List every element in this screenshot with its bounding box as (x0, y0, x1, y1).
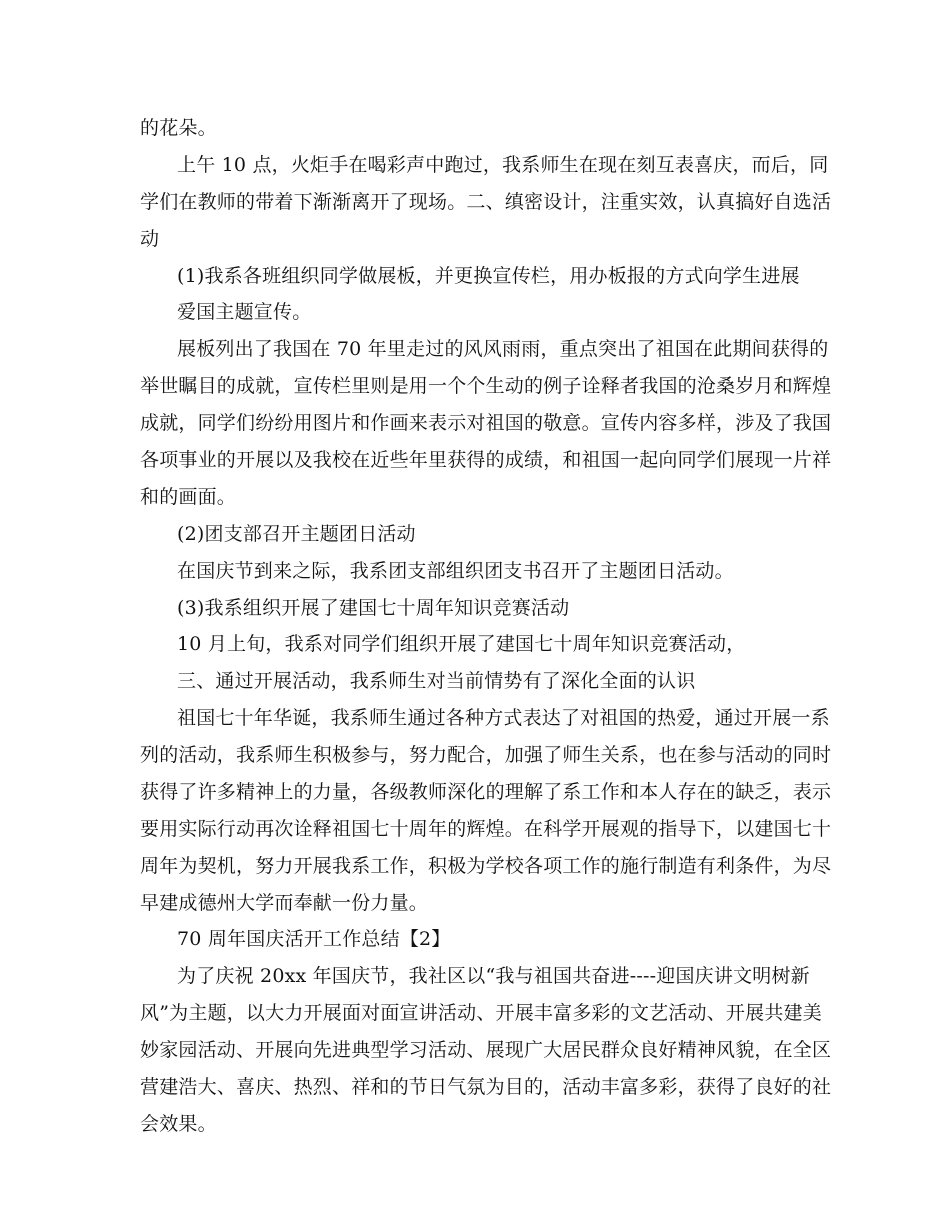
text-line: 获得了许多精神上的力量，各级教师深化的理解了系工作和本人存在的缺乏，表示 (140, 781, 832, 803)
text-line: 举世瞩目的成就，宣传栏里则是用一个个生动的例子诠释者我国的沧桑岁月和辉煌 (140, 375, 832, 397)
text-line: 周年为契机，努力开展我系工作，积极为学校各项工作的施行制造有利条件，为尽 (140, 855, 832, 877)
text-line: 列的活动，我系师生积极参与，努力配合，加强了师生关系，也在参与活动的同时 (140, 744, 832, 766)
text-line: 各项事业的开展以及我校在近些年里获得的成绩，和祖国一起向同学们展现一片祥 (140, 449, 832, 471)
text-line: 和的画面。 (140, 486, 237, 508)
text-line: 会效果。 (140, 1113, 217, 1135)
text-line: 的花朵。 (140, 117, 217, 139)
section-heading: 70 周年国庆活开工作总结【2】 (177, 928, 451, 950)
text-line: 三、通过开展活动，我系师生对当前情势有了深化全面的认识 (177, 670, 696, 692)
text-line: 10 月上旬，我系对同学们组织开展了建国七十周年知识竞赛活动， (177, 633, 746, 655)
text-line: (1)我系各班组织同学做展板，并更换宣传栏，用办板报的方式向学生进展 (177, 265, 800, 287)
text-line: 上午 10 点，火炬手在喝彩声中跑过，我系师生在现在刻互表喜庆，而后，同 (177, 154, 829, 176)
text-line: (2)团支部召开主题团日活动 (177, 523, 416, 545)
text-line: 营建浩大、喜庆、热烈、祥和的节日气氛为目的，活动丰富多彩，获得了良好的社 (140, 1076, 832, 1098)
text-line: 在国庆节到来之际，我系团支部组织团支书召开了主题团日活动。 (177, 560, 734, 582)
text-line: 早建成德州大学而奉献一份力量。 (140, 892, 429, 914)
text-line: 风”为主题，以大力开展面对面宣讲活动、开展丰富多彩的文艺活动、开展共建美 (140, 1002, 822, 1024)
text-line: 为了庆祝 20xx 年国庆节，我社区以“我与祖国共奋进----迎国庆讲文明树新 (177, 965, 810, 987)
text-line: (3)我系组织开展了建国七十周年知识竞赛活动 (177, 597, 570, 619)
text-line: 成就，同学们纷纷用图片和作画来表示对祖国的敬意。宣传内容多样，涉及了我国 (140, 412, 832, 434)
text-line: 祖国七十年华诞，我系师生通过各种方式表达了对祖国的热爱，通过开展一系 (177, 707, 830, 729)
text-line: 展板列出了我国在 70 年里走过的风风雨雨，重点突出了祖国在此期间获得的 (177, 338, 829, 360)
text-line: 妙家园活动、开展向先进典型学习活动、展现广大居民群众良好精神风貌，在全区 (140, 1039, 832, 1061)
text-line: 要用实际行动再次诠释祖国七十周年的辉煌。在科学开展观的指导下，以建国七十 (140, 818, 832, 840)
text-line: 爱国主题宣传。 (177, 301, 312, 323)
text-line: 学们在教师的带着下渐渐离开了现场。二、缜密设计，注重实效，认真搞好自选活 (140, 191, 832, 213)
text-line: 动 (140, 228, 160, 250)
